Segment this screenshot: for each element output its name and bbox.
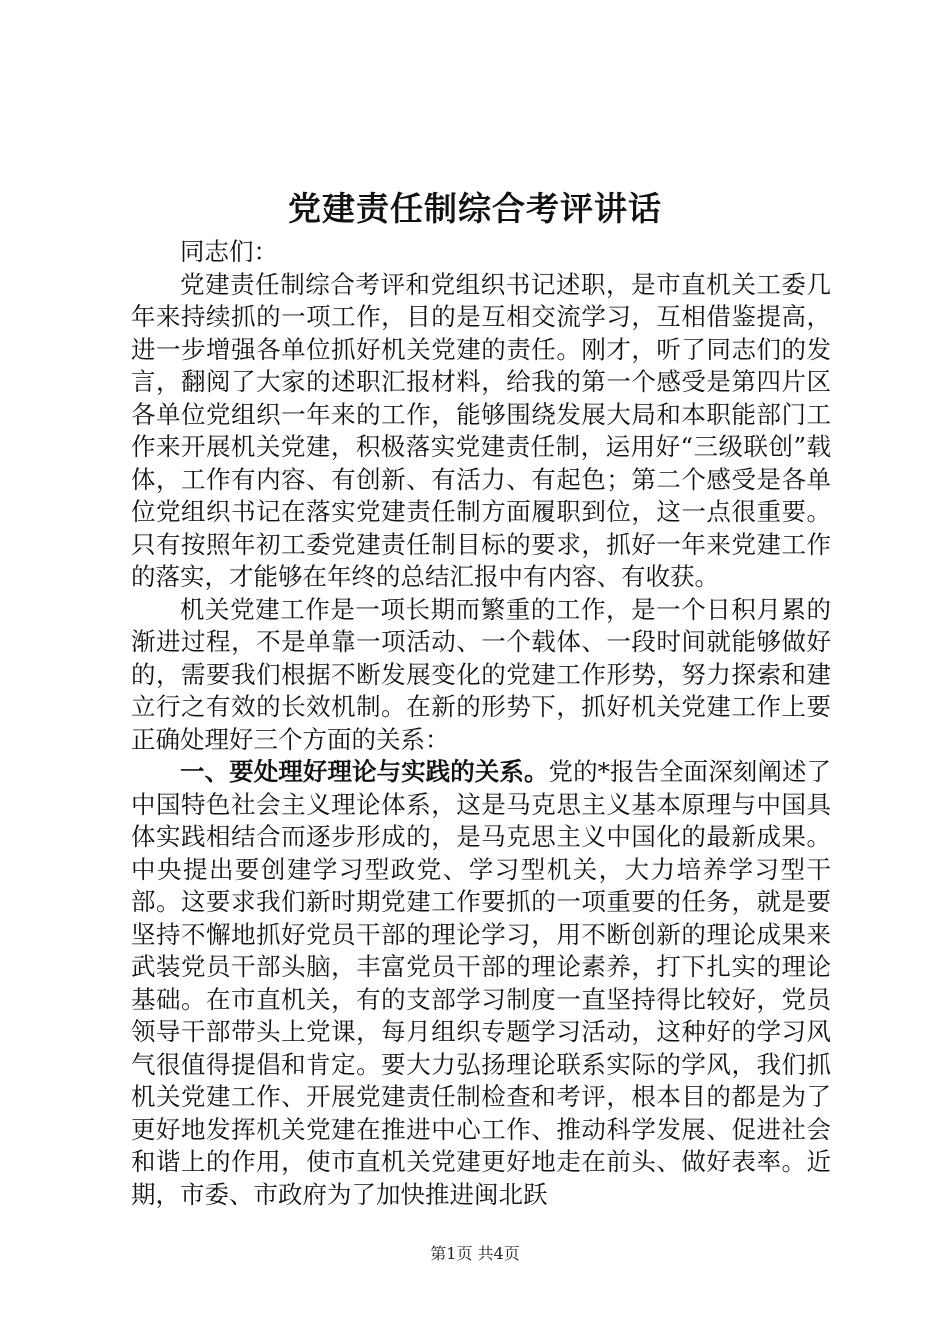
paragraph-2: 机关党建工作是一项长期而繁重的工作，是一个日积月累的渐进过程，不是单靠一项活动、一个载体、一段时间就能够做好的，需要我们根据不断发展变化的党建工作形势，努力探索和建立行之有效的长效机制。在新的形势下，抓好机关党建工作上要正确处理好三个方面的关系： xyxy=(131,594,831,754)
paragraph-1: 党建责任制综合考评和党组织书记述职，是市直机关工委几年来持续抓的一项工作，目的是互相交流学习，互相借鉴提高，进一步增强各单位抓好机关党建的责任。刚才，听了同志们的发言，翻阅了大家的述职汇报材料，给我的第一个感受是第四片区各单位党组织一年来的工作，能够围绕发展大局和本职能部门工作来开展机关党建，积极落实党建责任制，运用好“三级联创”载体，工作有内容、有创新、有活力、有起色；第二个感受是各单位党组织书记在落实党建责任制方面履职到位，这一点很重要。只有按照年初工委党建责任制目标的要求，抓好一年来党建工作的落实，才能够在年终的总结汇报中有内容、有收获。 xyxy=(131,269,831,591)
page-number: 第1页 共4页 xyxy=(430,1244,520,1263)
section-heading: 一、要处理好理论与实践的关系。 xyxy=(180,757,549,786)
salutation: 同志们： xyxy=(180,237,278,266)
document-title: 党建责任制综合考评讲话 xyxy=(288,189,662,228)
document-body xyxy=(131,236,831,1211)
section-text: 党的*报告全面深刻阐述了中国特色社会主义理论体系，这是马克思主义基本原理与中国具体实践相结合而逐步形成的，是马克思主义中国化的最新成果。中央提出要创建学习型政党、学习型机关，大力培养学习型干部。这要求我们新时期党建工作要抓的一项重要的任务，就是要坚持不懈地抓好党员干部的理论学习，用不断创新的理论成果来武装党员干部头脑，丰富党员干部的理论素养，打下扎实的理论基础。在市直机关，有的支部学习制度一直坚持得比较好，党员领导干部带头上党课，每月组织专题学习活动，这种好的学习风气很值得提倡和肯定。要大力弘扬理论联系实际的学风，我们抓机关党建工作、开展党建责任制检查和考评，根本目的都是为了更好地发挥机关党建在推进中心工作、推动科学发展、促进社会和谐上的作用，使市直机关党建更好地走在前头、做好表率。近期，市委、市政府为了加快推进闽北跃 xyxy=(131,757,832,1209)
paragraph-3 xyxy=(131,756,831,1211)
